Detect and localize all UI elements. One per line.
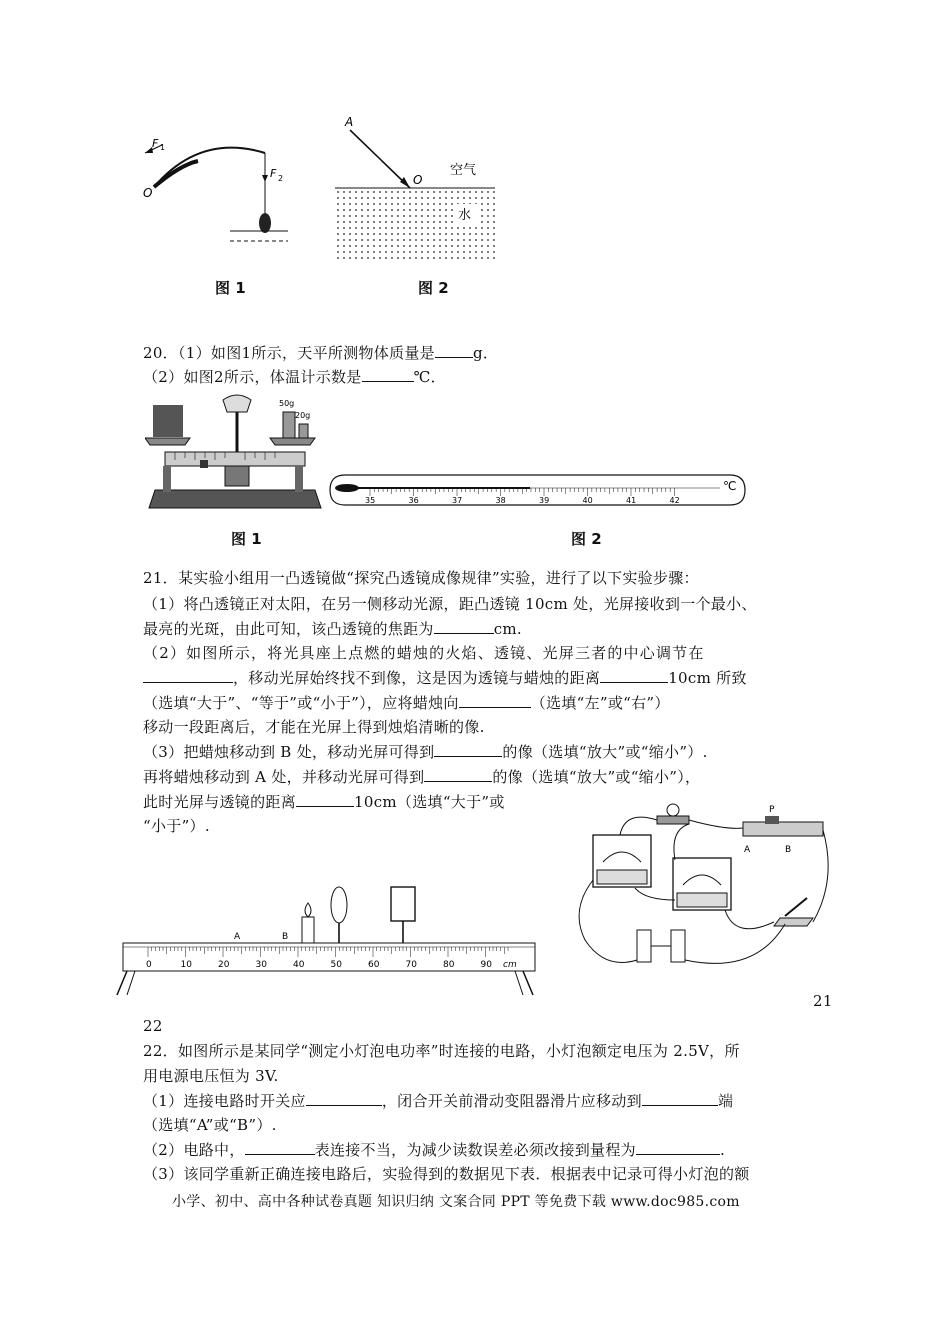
f2-sub: 2	[278, 174, 284, 183]
weight-50g: 50g	[279, 399, 295, 408]
thermometer-caption: 图 2	[571, 530, 602, 548]
bench-tick-label: 40	[293, 960, 305, 970]
bench-b: B	[282, 932, 289, 942]
circuit-p: P	[769, 805, 775, 815]
bench-tick-label: 70	[405, 960, 417, 970]
bench-tick-label: 60	[368, 960, 380, 970]
q21-line9: 再将蜡烛移动到 A 处，并移动光屏可得到 的像（选填“放大”或“缩小”），	[143, 768, 701, 786]
q21-line11: “小于”）.	[143, 817, 210, 835]
f1-sub: 1	[160, 143, 166, 152]
water-label: 水	[458, 208, 472, 223]
q21-line6: （选填“大于”、“等于”或“小于”），应将蜡烛向 （选填“左”或“右”）	[143, 694, 670, 712]
fig-number-21: 21	[813, 992, 833, 1010]
bench-tick-label: 50	[330, 960, 342, 970]
circuit-a: A	[744, 845, 751, 855]
thermometer-figure	[325, 470, 750, 510]
q22-line3: （1）连接电路时开关应 ，闭合开关前滑动变阻器滑片应移动到 端	[143, 1092, 734, 1110]
q22-line2: 用电源电压恒为 3V.	[143, 1067, 279, 1085]
fishing-rod-figure	[140, 135, 290, 245]
q21-line8: （3）把蜡烛移动到 B 处，移动光屏可得到 的像（选填“放大”或“缩小”）.	[143, 743, 708, 761]
thermo-tick-label: 39	[539, 496, 550, 505]
bench-tick-label: 80	[443, 960, 455, 970]
q22-line5: （2）电路中， 表连接不当，为减少读数误差必须改接到量程为 .	[143, 1141, 726, 1159]
q21-line1: 21．某实验小组用一凸透镜做“探究凸透镜成像规律”实验，进行了以下实验步骤：	[143, 569, 699, 587]
weight-20g: 20g	[295, 411, 311, 420]
refraction-figure	[330, 112, 500, 262]
bench-tick-label: 10	[180, 960, 192, 970]
q21-line7: 移动一段距离后，才能在光屏上得到烛焰清晰的像.	[143, 718, 485, 736]
bench-a: A	[234, 932, 241, 942]
a-label: A	[345, 115, 354, 129]
air-label: 空气	[450, 163, 477, 178]
q20-line2: （2）如图2所示，体温计示数是 ℃．	[143, 368, 446, 386]
fig-number-22: 22	[143, 1017, 163, 1035]
bench-tick-label: 30	[255, 960, 267, 970]
q21-line4: （2）如图所示，将光具座上点燃的蜡烛的火焰、透镜、光屏三者的中心调节在	[143, 644, 705, 662]
q21-line3: 最亮的光斑，由此可知，该凸透镜的焦距为 cm.	[143, 620, 522, 638]
o-label: O	[143, 186, 153, 200]
bench-tick-label: 20	[218, 960, 230, 970]
q22-line6: （3）该同学重新正确连接电路后，实验得到的数据见下表．根据表中记录可得小灯泡的额	[143, 1165, 750, 1183]
q22-line4: （选填“A”或“B”）.	[143, 1116, 277, 1134]
f2-label: F	[270, 167, 277, 180]
thermo-tick-label: 37	[452, 496, 463, 505]
thermo-tick-label: 38	[495, 496, 506, 505]
q22-line1: 22．如图所示是某同学“测定小灯泡电功率”时连接的电路，小灯泡额定电压为 2.5V，所	[143, 1042, 740, 1060]
q20-line1: 20．（1）如图1所示，天平所测物体质量是 g．	[143, 344, 499, 362]
f1-label: F	[152, 137, 159, 150]
footer: 小学、初中、高中各种试卷真题 知识归纳 文案合同 PPT 等免费下载 www.doc985.com	[172, 1194, 740, 1210]
thermo-tick-label: 35	[365, 496, 376, 505]
circuit-b: B	[785, 845, 792, 855]
bench-tick-label: 90	[480, 960, 492, 970]
thermo-tick-label: 41	[626, 496, 637, 505]
circuit-figure	[575, 800, 835, 975]
bench-tick-label: 0	[146, 960, 152, 970]
o-label-2: O	[413, 173, 423, 187]
balance-caption: 图 1	[231, 530, 262, 548]
q21-line2: （1）将凸透镜正对太阳，在另一侧移动光源，距凸透镜 10cm 处，光屏接收到一个最小、	[143, 595, 757, 613]
thermo-tick-label: 40	[582, 496, 593, 505]
q21-line5: ，移动光屏始终找不到像，这是因为透镜与蜡烛的距离 10cm 所致	[143, 668, 747, 688]
balance-figure	[145, 390, 325, 520]
q21-line10: 此时光屏与透镜的距离 10cm（选填“大于”或	[143, 793, 505, 811]
thermo-tick-label: 42	[669, 496, 680, 505]
thermo-unit: ℃	[723, 479, 737, 493]
thermo-tick-label: 36	[408, 496, 419, 505]
fig2-caption-top: 图 2	[418, 279, 449, 297]
fig1-caption-top: 图 1	[215, 279, 246, 297]
optical-bench-figure	[115, 885, 545, 1000]
bench-unit: cm	[503, 960, 517, 970]
